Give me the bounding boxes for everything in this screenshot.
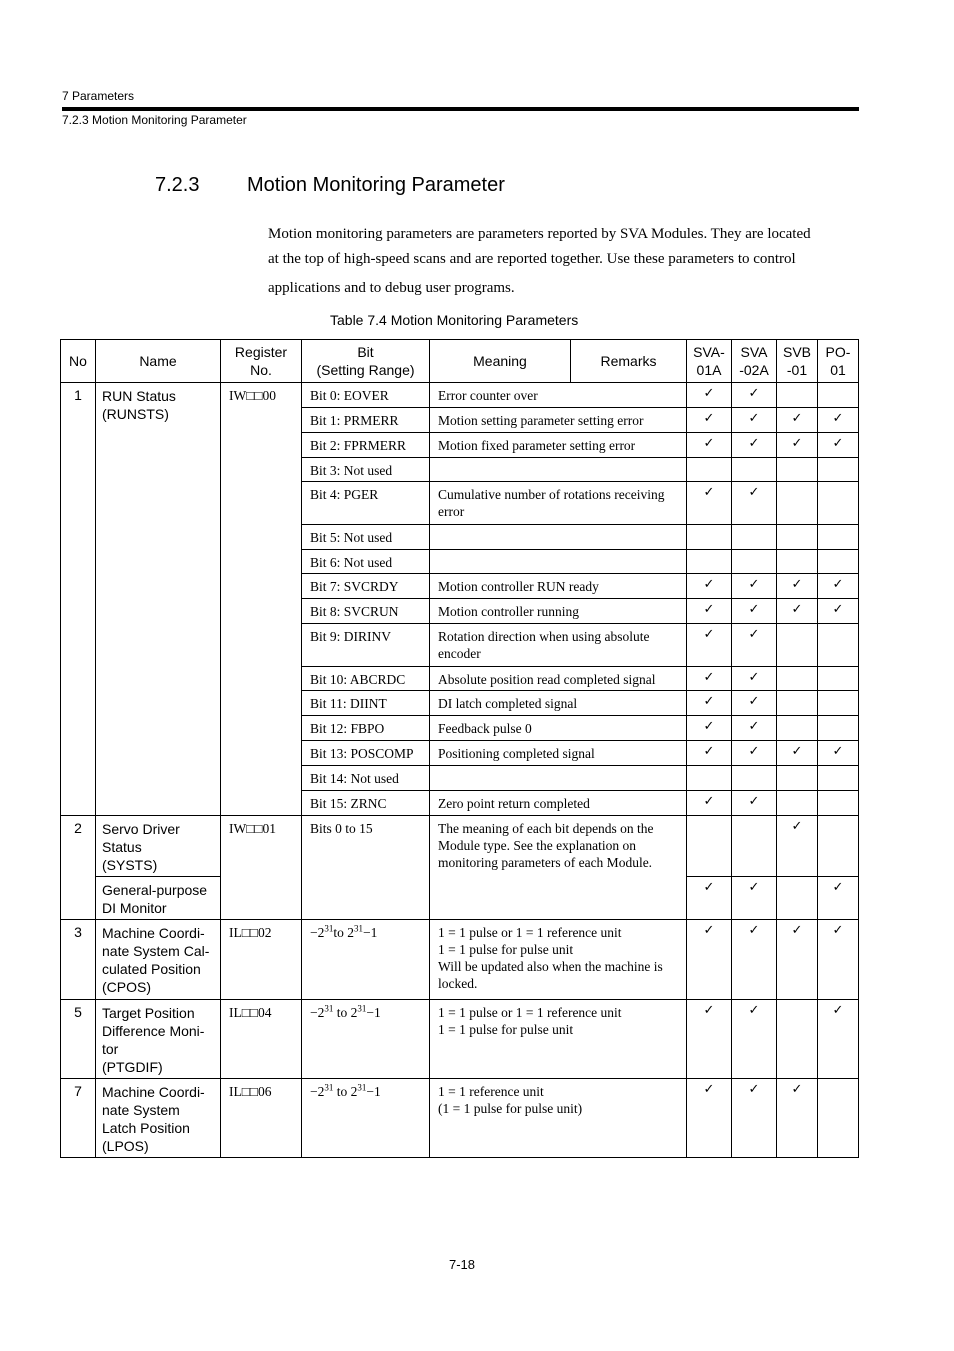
check-icon: ✓ xyxy=(791,744,803,759)
meaning-text: Motion fixed parameter setting error xyxy=(438,438,636,453)
meaning-line: 1 = 1 pulse or 1 = 1 reference unit xyxy=(438,925,622,940)
check-cell xyxy=(732,550,777,574)
check-cell xyxy=(818,408,859,433)
check-icon: ✓ xyxy=(748,794,760,809)
check-cell xyxy=(687,691,732,716)
check-cell xyxy=(777,574,818,599)
section-heading xyxy=(155,174,505,197)
running-header-chapter: 7 Parameters xyxy=(62,89,135,103)
check-cell xyxy=(687,525,732,550)
intro-line: applications and to debug user programs. xyxy=(268,280,515,296)
bit-cell xyxy=(302,599,430,624)
check-icon: ✓ xyxy=(791,923,803,938)
check-cell xyxy=(732,408,777,433)
range-exp: 31 xyxy=(324,1082,334,1093)
meaning-line: 1 = 1 pulse for pulse unit xyxy=(438,1022,574,1037)
check-icon: ✓ xyxy=(791,602,803,617)
table-row xyxy=(61,1079,859,1158)
param-name-line: culated Position xyxy=(102,961,201,977)
check-cell xyxy=(777,716,818,741)
param-name-line: General-purpose xyxy=(102,882,208,898)
check-icon: ✓ xyxy=(832,744,844,759)
bit-cell xyxy=(302,816,430,920)
meaning-text: Positioning completed signal xyxy=(438,746,595,761)
check-icon: ✓ xyxy=(703,485,715,500)
check-icon: ✓ xyxy=(703,880,715,895)
check-cell xyxy=(777,1079,818,1158)
col-no: No xyxy=(61,340,96,383)
range-text: −2 xyxy=(310,1005,325,1020)
register-text: IW□□00 xyxy=(229,388,277,403)
check-icon: ✓ xyxy=(703,577,715,592)
check-icon: ✓ xyxy=(748,1003,760,1018)
range-exp: 31 xyxy=(357,1082,367,1093)
bit-text: Bits 0 to 15 xyxy=(310,821,373,836)
table-header-row xyxy=(61,340,859,383)
meaning-cell xyxy=(430,482,687,525)
check-cell xyxy=(777,877,818,920)
meaning-line: 1 = 1 reference unit xyxy=(438,1084,544,1099)
check-icon: ✓ xyxy=(791,577,803,592)
range-text: −2 xyxy=(310,925,325,940)
check-icon: ✓ xyxy=(703,670,715,685)
bit-text: Bit 2: FPRMERR xyxy=(310,438,407,453)
bit-cell xyxy=(302,408,430,433)
meaning-text: Rotation direction when using absolute encoder xyxy=(438,629,650,661)
param-name xyxy=(96,1079,221,1158)
check-cell xyxy=(818,920,859,1000)
intro-line: at the top of high-speed scans and are reported together. Use these parameters to control xyxy=(268,251,796,267)
bit-cell xyxy=(302,741,430,766)
check-icon: ✓ xyxy=(703,411,715,426)
check-cell xyxy=(777,920,818,1000)
meaning-line: 1 = 1 pulse for pulse unit xyxy=(438,942,574,957)
meaning-cell xyxy=(430,383,687,408)
check-cell xyxy=(687,574,732,599)
meaning-cell xyxy=(430,667,687,691)
check-icon: ✓ xyxy=(748,694,760,709)
col-sva02a: SVA -02A xyxy=(732,340,777,383)
check-icon: ✓ xyxy=(791,411,803,426)
meaning-cell xyxy=(430,525,687,550)
check-cell xyxy=(777,525,818,550)
bit-cell xyxy=(302,766,430,791)
bit-text: Bit 1: PRMERR xyxy=(310,413,399,428)
meaning-cell xyxy=(430,574,687,599)
check-icon: ✓ xyxy=(748,386,760,401)
table-row xyxy=(61,383,859,408)
check-cell xyxy=(777,482,818,525)
bit-cell xyxy=(302,624,430,667)
check-cell xyxy=(687,741,732,766)
meaning-cell xyxy=(430,1079,687,1158)
meaning-cell xyxy=(430,741,687,766)
bit-cell xyxy=(302,482,430,525)
check-cell xyxy=(687,383,732,408)
check-icon: ✓ xyxy=(832,602,844,617)
check-cell xyxy=(732,716,777,741)
bit-cell xyxy=(302,691,430,716)
range-text: to 2 xyxy=(333,1005,358,1020)
check-cell xyxy=(732,1079,777,1158)
meaning-cell xyxy=(430,458,687,482)
bit-text: Bit 3: Not used xyxy=(310,463,393,478)
param-name-line: Latch Position xyxy=(102,1120,190,1136)
param-name-line: Machine Coordi- xyxy=(102,1084,205,1100)
check-cell xyxy=(818,1000,859,1079)
param-name-line: (SYSTS) xyxy=(102,857,158,873)
bit-cell xyxy=(302,383,430,408)
bit-text: Bit 12: FBPO xyxy=(310,721,385,736)
bit-text: Bit 5: Not used xyxy=(310,530,393,545)
bit-cell xyxy=(302,433,430,458)
check-cell xyxy=(777,1000,818,1079)
check-cell xyxy=(777,691,818,716)
check-cell xyxy=(732,525,777,550)
row-number xyxy=(61,383,96,816)
register-text: IL□□06 xyxy=(229,1084,272,1099)
param-name xyxy=(96,816,221,877)
param-name-line: Machine Coordi- xyxy=(102,925,205,941)
row-number-text: 2 xyxy=(74,820,82,836)
range-exp: 31 xyxy=(354,923,364,934)
section-number: 7.2.3 xyxy=(155,174,200,196)
param-name-line: (CPOS) xyxy=(102,979,151,995)
register-no xyxy=(221,383,302,816)
check-icon: ✓ xyxy=(748,744,760,759)
bit-cell xyxy=(302,574,430,599)
meaning-cell xyxy=(430,408,687,433)
check-cell xyxy=(687,1079,732,1158)
range-text: −1 xyxy=(366,1005,381,1020)
check-cell xyxy=(818,525,859,550)
check-icon: ✓ xyxy=(748,436,760,451)
check-icon: ✓ xyxy=(703,627,715,642)
bit-cell xyxy=(302,791,430,816)
param-name-line: nate System Cal- xyxy=(102,943,210,959)
meaning-cell xyxy=(430,1000,687,1079)
motion-monitoring-table xyxy=(60,339,859,1158)
check-cell xyxy=(777,408,818,433)
check-cell xyxy=(777,667,818,691)
check-icon: ✓ xyxy=(832,577,844,592)
col-meaning: Meaning xyxy=(430,340,571,383)
param-name-line: RUN Status xyxy=(102,388,176,404)
bit-cell xyxy=(302,458,430,482)
check-icon: ✓ xyxy=(703,923,715,938)
meaning-cell xyxy=(430,550,687,574)
check-icon: ✓ xyxy=(832,1003,844,1018)
meaning-line: (1 = 1 pulse for pulse unit) xyxy=(438,1101,583,1116)
check-cell xyxy=(732,816,777,877)
check-cell xyxy=(687,433,732,458)
bit-text: Bit 11: DIINT xyxy=(310,696,387,711)
meaning-text: Motion setting parameter setting error xyxy=(438,413,644,428)
check-cell xyxy=(687,816,732,877)
col-sva01a: SVA- 01A xyxy=(687,340,732,383)
param-name-line: DI Monitor xyxy=(102,900,167,916)
check-icon: ✓ xyxy=(748,1082,760,1097)
param-name-line: nate System xyxy=(102,1102,180,1118)
bit-cell xyxy=(302,550,430,574)
check-icon: ✓ xyxy=(748,719,760,734)
check-cell xyxy=(818,741,859,766)
check-icon: ✓ xyxy=(832,880,844,895)
check-cell xyxy=(732,766,777,791)
param-name xyxy=(96,877,221,920)
register-no xyxy=(221,816,302,920)
check-cell xyxy=(777,766,818,791)
check-cell xyxy=(777,624,818,667)
meaning-text: Error counter over xyxy=(438,388,538,403)
range-exp: 31 xyxy=(357,1003,367,1014)
check-cell xyxy=(687,791,732,816)
meaning-cell xyxy=(430,433,687,458)
col-name: Name xyxy=(96,340,221,383)
check-cell xyxy=(777,550,818,574)
check-icon: ✓ xyxy=(703,386,715,401)
check-cell xyxy=(818,599,859,624)
check-cell xyxy=(687,458,732,482)
register-text: IL□□02 xyxy=(229,925,272,940)
range-text: to 2 xyxy=(333,1084,358,1099)
meaning-cell xyxy=(430,791,687,816)
range-exp: 31 xyxy=(324,923,334,934)
check-cell xyxy=(732,1000,777,1079)
check-icon: ✓ xyxy=(832,436,844,451)
row-number xyxy=(61,1000,96,1079)
check-icon: ✓ xyxy=(748,627,760,642)
param-name-line: (PTGDIF) xyxy=(102,1059,163,1075)
check-cell xyxy=(732,458,777,482)
param-name-line: Servo Driver xyxy=(102,821,180,837)
check-cell xyxy=(687,877,732,920)
check-cell xyxy=(732,574,777,599)
row-number xyxy=(61,1079,96,1158)
check-icon: ✓ xyxy=(791,1082,803,1097)
range-text: to 2 xyxy=(333,925,355,940)
check-cell xyxy=(818,1079,859,1158)
check-icon: ✓ xyxy=(748,923,760,938)
check-icon: ✓ xyxy=(703,1003,715,1018)
check-cell xyxy=(777,741,818,766)
check-cell xyxy=(818,667,859,691)
check-cell xyxy=(777,816,818,877)
check-cell xyxy=(687,624,732,667)
header-rule xyxy=(62,107,859,111)
check-icon: ✓ xyxy=(748,485,760,500)
check-cell xyxy=(818,766,859,791)
check-icon: ✓ xyxy=(703,719,715,734)
table-row xyxy=(61,1000,859,1079)
check-icon: ✓ xyxy=(791,436,803,451)
check-cell xyxy=(687,550,732,574)
table-row xyxy=(61,920,859,1000)
range-text: −2 xyxy=(310,1084,325,1099)
check-cell xyxy=(687,482,732,525)
check-cell xyxy=(818,383,859,408)
check-icon: ✓ xyxy=(791,819,803,834)
meaning-cell xyxy=(430,920,687,1000)
check-cell xyxy=(732,667,777,691)
meaning-cell xyxy=(430,716,687,741)
param-name-line: Target Position xyxy=(102,1005,195,1021)
param-name-line: (LPOS) xyxy=(102,1138,149,1154)
check-cell xyxy=(687,920,732,1000)
range-text: −1 xyxy=(363,925,378,940)
meaning-text: Motion controller RUN ready xyxy=(438,579,599,594)
register-text: IW□□01 xyxy=(229,821,277,836)
check-cell xyxy=(732,741,777,766)
check-icon: ✓ xyxy=(748,602,760,617)
check-cell xyxy=(818,791,859,816)
check-icon: ✓ xyxy=(748,577,760,592)
col-svb01: SVB -01 xyxy=(777,340,818,383)
check-cell xyxy=(732,383,777,408)
meaning-line: 1 = 1 pulse or 1 = 1 reference unit xyxy=(438,1005,622,1020)
range-exp: 31 xyxy=(324,1003,334,1014)
param-name xyxy=(96,920,221,1000)
row-number-text: 3 xyxy=(74,924,82,940)
intro-line: Motion monitoring parameters are parameters reported by SVA Modules. They are located xyxy=(268,226,811,242)
bit-text: Bit 6: Not used xyxy=(310,555,393,570)
bit-text: Bit 14: Not used xyxy=(310,771,399,786)
range-cell xyxy=(302,1079,430,1158)
check-cell xyxy=(732,920,777,1000)
check-icon: ✓ xyxy=(703,694,715,709)
check-cell xyxy=(818,574,859,599)
meaning-cell xyxy=(430,816,687,920)
param-name-line: Difference Moni- xyxy=(102,1023,205,1039)
col-remarks: Remarks xyxy=(571,340,687,383)
check-cell xyxy=(687,1000,732,1079)
row-number xyxy=(61,920,96,1000)
check-cell xyxy=(687,716,732,741)
param-name-line: Status xyxy=(102,839,142,855)
bit-text: Bit 13: POSCOMP xyxy=(310,746,414,761)
check-icon: ✓ xyxy=(748,880,760,895)
meaning-text: Zero point return completed xyxy=(438,796,590,811)
meaning-text: Motion controller running xyxy=(438,604,579,619)
col-po01: PO- 01 xyxy=(818,340,859,383)
check-icon: ✓ xyxy=(703,602,715,617)
bit-text: Bit 9: DIRINV xyxy=(310,629,391,644)
param-name-line: (RUNSTS) xyxy=(102,406,169,422)
bit-text: Bit 10: ABCRDC xyxy=(310,672,406,687)
check-cell xyxy=(687,766,732,791)
check-cell xyxy=(818,624,859,667)
param-name xyxy=(96,383,221,816)
bit-text: Bit 15: ZRNC xyxy=(310,796,387,811)
register-no xyxy=(221,1079,302,1158)
check-cell xyxy=(777,599,818,624)
bit-cell xyxy=(302,525,430,550)
table-caption: Table 7.4 Motion Monitoring Parameters xyxy=(330,312,579,328)
meaning-text: DI latch completed signal xyxy=(438,696,578,711)
check-icon: ✓ xyxy=(703,1082,715,1097)
check-cell xyxy=(732,691,777,716)
bit-text: Bit 8: SVCRUN xyxy=(310,604,399,619)
check-icon: ✓ xyxy=(748,670,760,685)
check-cell xyxy=(818,433,859,458)
meaning-cell xyxy=(430,691,687,716)
check-cell xyxy=(818,691,859,716)
check-cell xyxy=(818,816,859,877)
page-number: 7-18 xyxy=(449,1257,476,1272)
check-cell xyxy=(818,716,859,741)
meaning-cell xyxy=(430,599,687,624)
range-cell xyxy=(302,920,430,1000)
check-cell xyxy=(732,624,777,667)
meaning-text: Absolute position read completed signal xyxy=(438,672,656,687)
row-number-text: 1 xyxy=(74,387,82,403)
meaning-text: Feedback pulse 0 xyxy=(438,721,532,736)
bit-cell xyxy=(302,667,430,691)
meaning-text: The meaning of each bit depends on the Module type. See the explanation on monitoring parameters of each Module. xyxy=(438,821,654,870)
section-title: Motion Monitoring Parameter xyxy=(247,174,505,196)
range-text: −1 xyxy=(366,1084,381,1099)
check-icon: ✓ xyxy=(748,411,760,426)
param-name xyxy=(96,1000,221,1079)
check-cell xyxy=(777,791,818,816)
check-cell xyxy=(732,599,777,624)
meaning-text: Cumulative number of rotations receiving error xyxy=(438,487,665,519)
check-cell xyxy=(687,599,732,624)
check-cell xyxy=(777,458,818,482)
check-icon: ✓ xyxy=(703,436,715,451)
check-cell xyxy=(732,877,777,920)
check-cell xyxy=(818,550,859,574)
intro-paragraph xyxy=(268,222,858,301)
register-text: IL□□04 xyxy=(229,1005,272,1020)
meaning-cell xyxy=(430,766,687,791)
row-number xyxy=(61,816,96,920)
row-number-text: 5 xyxy=(74,1004,82,1020)
check-cell xyxy=(732,482,777,525)
param-name-line: tor xyxy=(102,1041,119,1057)
bit-text: Bit 4: PGER xyxy=(310,487,379,502)
check-cell xyxy=(818,877,859,920)
row-number-text: 7 xyxy=(74,1083,82,1099)
bit-text: Bit 7: SVCRDY xyxy=(310,579,399,594)
check-icon: ✓ xyxy=(703,744,715,759)
range-cell xyxy=(302,1000,430,1079)
check-cell xyxy=(687,667,732,691)
bit-text: Bit 0: EOVER xyxy=(310,388,389,403)
check-cell xyxy=(687,408,732,433)
table-row xyxy=(61,816,859,877)
col-register: Register No. xyxy=(221,340,302,383)
check-cell xyxy=(818,482,859,525)
check-cell xyxy=(777,383,818,408)
check-cell xyxy=(732,433,777,458)
check-icon: ✓ xyxy=(832,923,844,938)
register-no xyxy=(221,920,302,1000)
bit-cell xyxy=(302,716,430,741)
col-bit: Bit (Setting Range) xyxy=(302,340,430,383)
check-cell xyxy=(777,433,818,458)
register-no xyxy=(221,1000,302,1079)
check-cell xyxy=(732,791,777,816)
check-cell xyxy=(818,458,859,482)
running-header-section: 7.2.3 Motion Monitoring Parameter xyxy=(62,113,247,127)
check-icon: ✓ xyxy=(703,794,715,809)
meaning-line: Will be updated also when the machine is locked. xyxy=(438,959,663,991)
check-icon: ✓ xyxy=(832,411,844,426)
meaning-cell xyxy=(430,624,687,667)
